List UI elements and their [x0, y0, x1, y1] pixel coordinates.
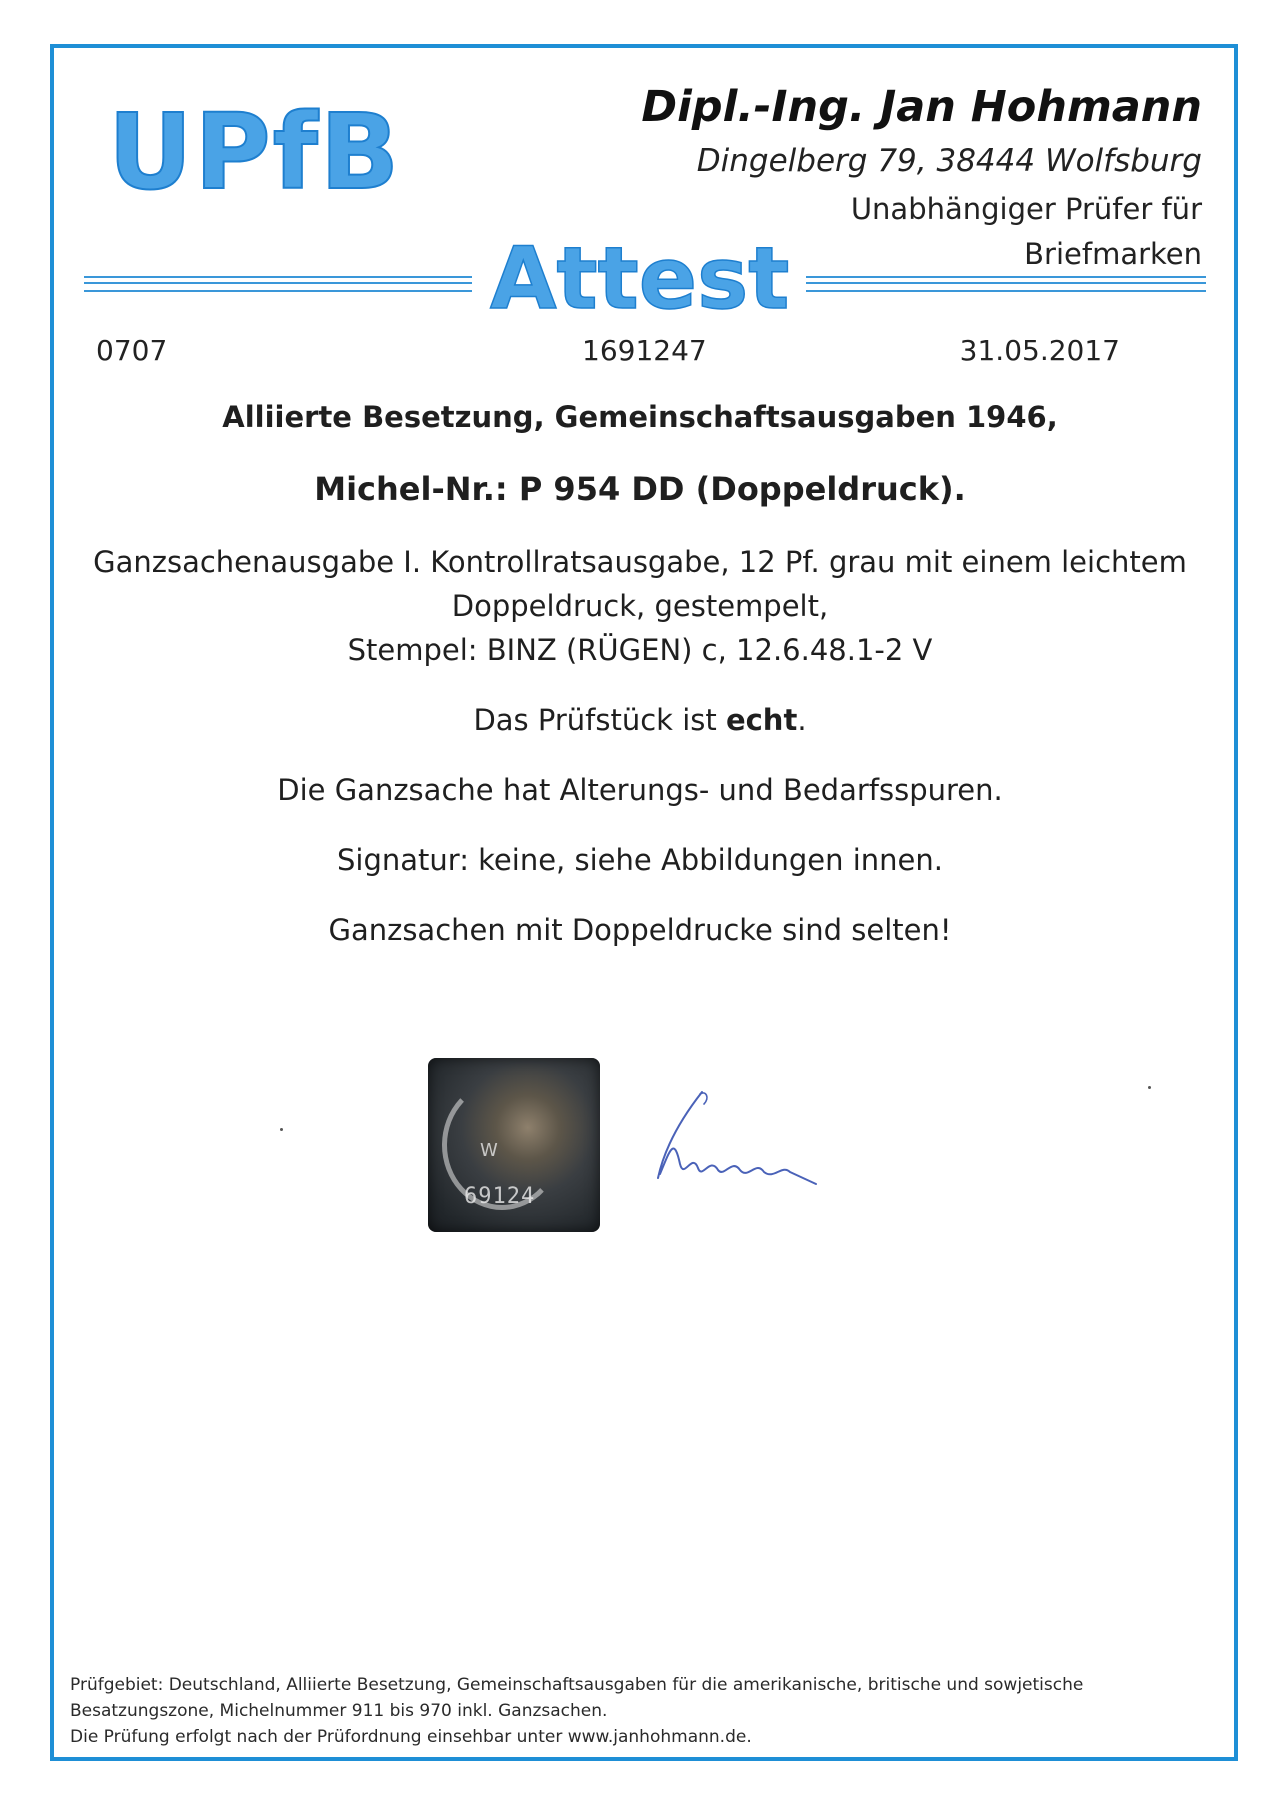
verdict-period: . — [797, 703, 807, 737]
footer-line-3: Die Prüfung erfolgt nach der Prüfordnung einsehbar unter www.janhohmann.de. — [70, 1727, 752, 1747]
item-description — [60, 540, 1220, 672]
examiner-role-line2: Briefmarken — [1024, 237, 1202, 271]
upfb-logo: UPfB — [108, 91, 402, 213]
paper-speck — [1148, 1086, 1151, 1089]
issue-title: Alliierte Besetzung, Gemeinschaftsausgaben 1946, — [222, 400, 1058, 434]
footer-notes — [70, 1672, 1083, 1750]
footer-line-2: Besatzungszone, Michelnummer 911 bis 970 inkl. Ganzsachen. — [70, 1701, 608, 1721]
examiner-address: Dingelberg 79, 38444 Wolfsburg — [696, 143, 1202, 179]
divider-right — [806, 276, 1206, 292]
footer-line-1: Prüfgebiet: Deutschland, Alliierte Besetzung, Gemeinschaftsausgaben für die amerikanische, britische und sowjetische — [70, 1675, 1084, 1695]
verdict-text: Das Prüfstück ist — [473, 703, 726, 737]
description-line-1: Ganzsachenausgabe I. Kontrollratsausgabe, 12 Pf. grau mit einem leichtem — [93, 545, 1187, 579]
description-line-3: Stempel: BINZ (RÜGEN) c, 12.6.48.1-2 V — [347, 633, 933, 667]
certificate-date: 31.05.2017 — [959, 334, 1120, 367]
reference-code: 0707 — [96, 334, 168, 367]
divider-left — [84, 276, 472, 292]
examiner-signature — [640, 1080, 830, 1190]
description-line-2: Doppeldruck, gestempelt, — [451, 589, 829, 623]
document-type-heading: Attest — [490, 229, 790, 329]
rarity-note: Ganzsachen mit Doppeldrucke sind selten! — [328, 913, 952, 947]
michel-number: Michel-Nr.: P 954 DD (Doppeldruck). — [314, 470, 966, 508]
signature-note: Signatur: keine, siehe Abbildungen innen. — [337, 843, 943, 877]
paper-speck — [280, 1128, 283, 1131]
certificate-number: 1691247 — [582, 334, 707, 367]
examiner-role-line1: Unabhängiger Prüfer für — [850, 192, 1202, 226]
condition-note: Die Ganzsache hat Alterungs- und Bedarfsspuren. — [277, 773, 1003, 807]
verdict-result: echt — [725, 703, 798, 737]
examiner-name: Dipl.-Ing. Jan Hohmann — [641, 82, 1202, 132]
verdict — [60, 698, 1220, 742]
hologram-number: 69124 — [464, 1184, 536, 1209]
security-hologram — [428, 1058, 600, 1232]
hologram-letter: W — [480, 1140, 498, 1161]
